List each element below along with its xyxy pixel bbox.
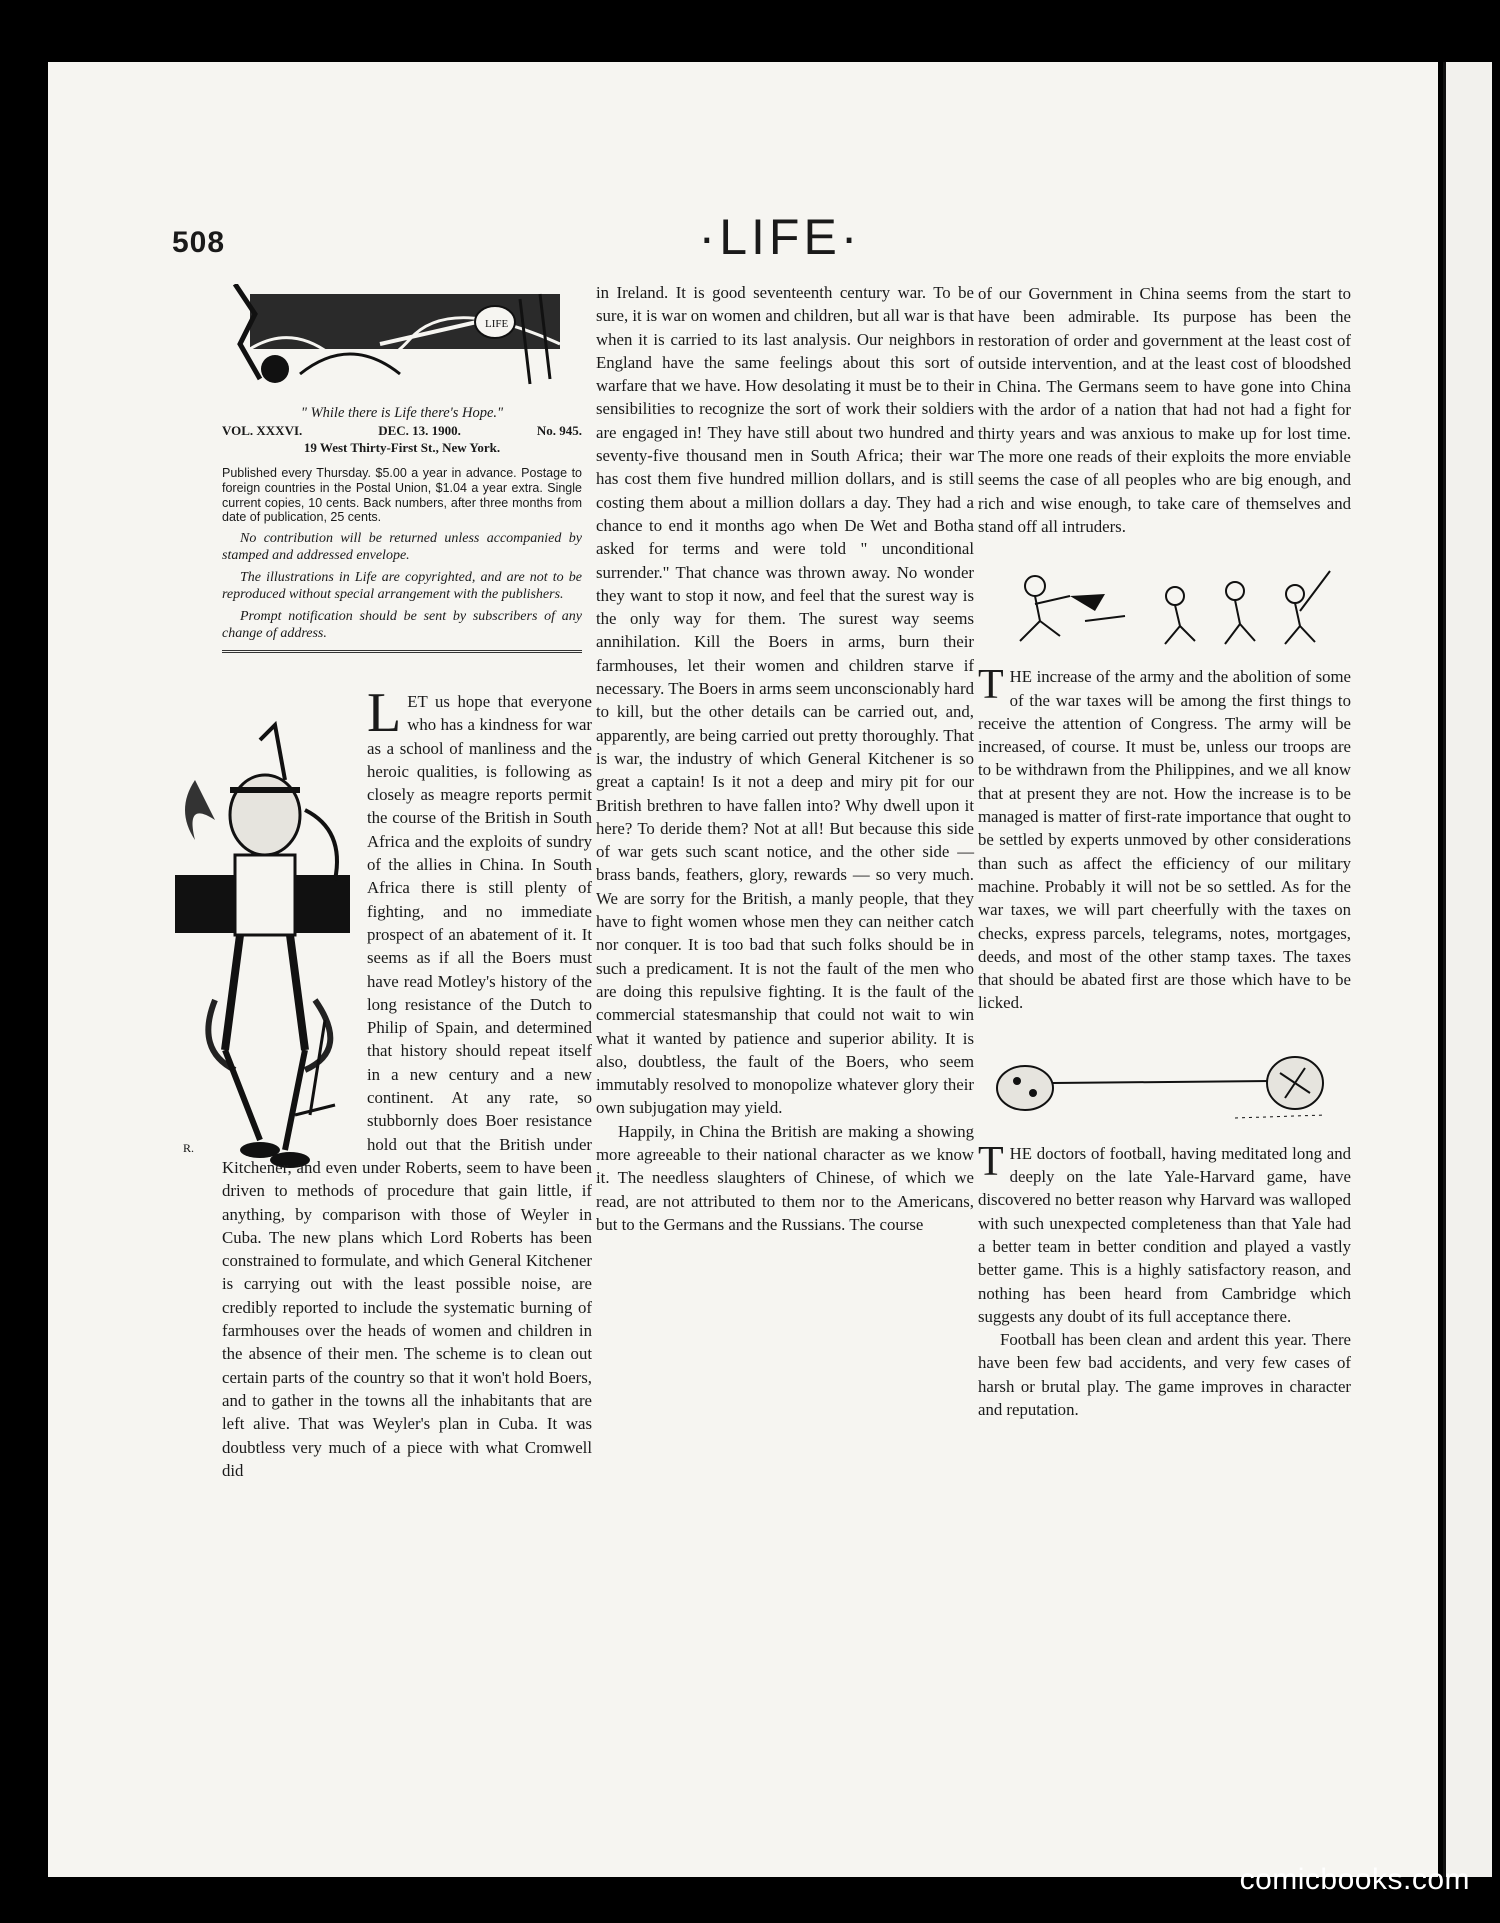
article-3-paragraph-2: Football has been clean and ardent this year. There have been few bad accidents, and very few cases of harsh or brutal play. The game improves in character and reputation. (978, 1330, 1351, 1419)
editorial-header (222, 284, 582, 653)
column-1-article (222, 682, 592, 1482)
banner-emblem-text: LIFE (484, 318, 508, 330)
tug-of-war-sketch-illustration (985, 1033, 1345, 1128)
volume: VOL. XXXVI. (222, 423, 303, 438)
source-watermark: comicbooks.com (1239, 1863, 1470, 1896)
dropcap-t: T (978, 662, 1004, 709)
article-1-paragraph-4: of our Government in China seems from the start to have been admirable. Its purpose has been the restoration of order and government at the least cost of outside intervention, and at the least cost of bloodshed in China. The Germans seem to have gone into China with the ardor of a nation that had not had a fight for thirty years and was anxious to make up for lost time. The more one reads of their exploits the more enviable seems the case of all peoples who are big enough, and rich and wise enough, to take care of themselves and stand off all intruders. (978, 284, 1351, 536)
copyright-notice: The illustrations in Life are copyrighted, and are not to be reproduced without special arrangement with the publishers. (222, 570, 582, 602)
soldiers-sketch-illustration (985, 556, 1345, 651)
issue-date: DEC. 13. 1900. (378, 423, 461, 438)
office-address: 19 West Thirty-First St., New York. (303, 440, 501, 455)
article-1-paragraph-2: in Ireland. It is good seventeenth century war. To be sure, it is war on women and children, but all war is that when it is carried to its last analysis. Our neighbors in England have the same feelings about this sort of warfare that we have. How desolating it must be to their sensibilities to recognize the sort of work their soldiers are engaged in! They have still about two hundred and seventy-five thousand men in South Africa; their war has cost them five hundred million dollars, and is still costing them about a million dollars a day. They had a chance to end it months ago when De Wet and Botha asked for terms and were told " unconditional surrender." That chance was thrown away. No wonder they want to stop it now, and feel that the surest way is the only way for them. The surest way seems annihilation. Kill the Boers in arms, burn their farmhouses, let their women and children starve if necessary. The Boers in arms seem unconscionably hard to kill, but the other details can be carried out, and, apparently, are being carried out pretty thoroughly. That is war, the industry of which General Kitchener is so great a captain! Is it not a deep and miry pit for our British brethren to have fallen into? Why dwell upon it here? To deride them? Not at all! But because this side of war gets such scant notice, and the other side — brass bands, feathers, glory, rewards — so very much. We are sorry for the British, a manly people, that they have to fight women whose men they can neither catch nor conquer. It is too bad that such folks should be in such a predicament. It is not the fault of the men who are doing this repulsive fighting. It is the fault of the commercial statesmanship that could not wait to win what it wanted by patience and superior ability. It is also, doubtless, the fault of the Boers, who seem immutably resolved to monopolize whatever glory their own subjugation may yield. (596, 283, 974, 1118)
publication-info: Published every Thursday. $5.00 a year in advance. Postage to foreign countries in the Postal Union, $1.04 a year extra. Single current copies, 10 cents. Back numbers, after three months from date of publication, 25 cents. (222, 466, 582, 525)
article-1-paragraph-1: ET us hope that everyone who has a kindness for war as a school of manliness and the heroic qualities, is following as closely as meagre reports permit the course of the British in South Africa and the exploits of sundry of the allies in China. In South Africa there is still plenty of fighting, and no immediate prospect of an abatement of it. It seems as if all the Boers must have read Motley's history of the long resistance of the Dutch to Philip of Spain, and determined that history should repeat itself in a new century and a new continent. At any rate, so stubbornly does Boer resistance hold out that the British under Kitchener, and even under Roberts, seem to have been driven to methods of procedure that gain little, if anything, by comparison with those of Weyler in Cuba. The new plans which Lord Roberts has been constrained to formulate, and which General Kitchener is carrying out with the least possible noise, are credibly reported to include the systematic burning of farmhouses over the heads of women and children in the absence of their men. The scheme is to clean out certain parts of the country so that it won't hold Boers, and to gather in the towns all the inhabitants that are left alive. That was Weyler's plan in Cuba. It was doubtless very much of a piece with what Cromwell did (222, 692, 592, 1480)
address-change-notice: Prompt notification should be sent by subscribers of any change of address. (222, 609, 582, 641)
dropcap-t-2: T (978, 1138, 1004, 1185)
article-1-paragraph-3: Happily, in China the British are making a showing more agreeable to their national character as we know it. The needless slaughters of Chinese, of which we read, are not attributed to them nor to the Americans, but to the Germans and the Russians. The course (596, 1121, 974, 1234)
article-2-text: HE increase of the army and the abolition of some of the war taxes will be among the first things to receive the attention of Congress. The army will be increased, of course. It must be, unless our troops are to be withdrawn from the Philippines, and we all know that at present they are not. How the increase is to be managed is matter of first-rate importance that ought to be settled by experts unmoved by other considerations than such as affect the efficiency of our military machine. Probably it will not be so settled. As for the war taxes, we will part cheerfully with the taxes on checks, express parcels, telegrams, notes, mortgages, deeds, and most of the other stamp taxes. The taxes that should be abated first are those which have to be licked. (978, 667, 1351, 1013)
dropcap-l: L (367, 682, 402, 744)
illustration-wrap-space (222, 690, 367, 1140)
masthead-title: ·LIFE· (698, 209, 862, 265)
motto: " While there is Life there's Hope." (300, 405, 504, 421)
volume-line (222, 422, 582, 439)
column-2 (596, 281, 974, 1236)
column-3 (978, 282, 1351, 1421)
issue-number: No. 945. (536, 423, 582, 438)
illustrator-signature: R. (183, 1141, 195, 1155)
contribution-notice: No contribution will be returned unless accompanied by stamped and addressed envelope. (222, 531, 582, 563)
article-3-text: HE doctors of football, having meditated long and deeply on the late Yale-Harvard game, have discovered no better reason why Harvard was walloped with such unexpected completeness than that Yale had a better team in better condition and played a vastly better game. This is a highly satisfactory reason, and nothing has been heard from Cambridge which suggests any doubt of its full acceptance there. (978, 1143, 1351, 1326)
article-2-paragraph (978, 662, 1351, 1014)
header-divider (222, 650, 582, 653)
page-number: 508 (172, 226, 226, 259)
facing-page-edge (1443, 62, 1492, 1877)
article-3-paragraph-1 (978, 1138, 1351, 1328)
masthead-banner-illustration (230, 284, 575, 394)
